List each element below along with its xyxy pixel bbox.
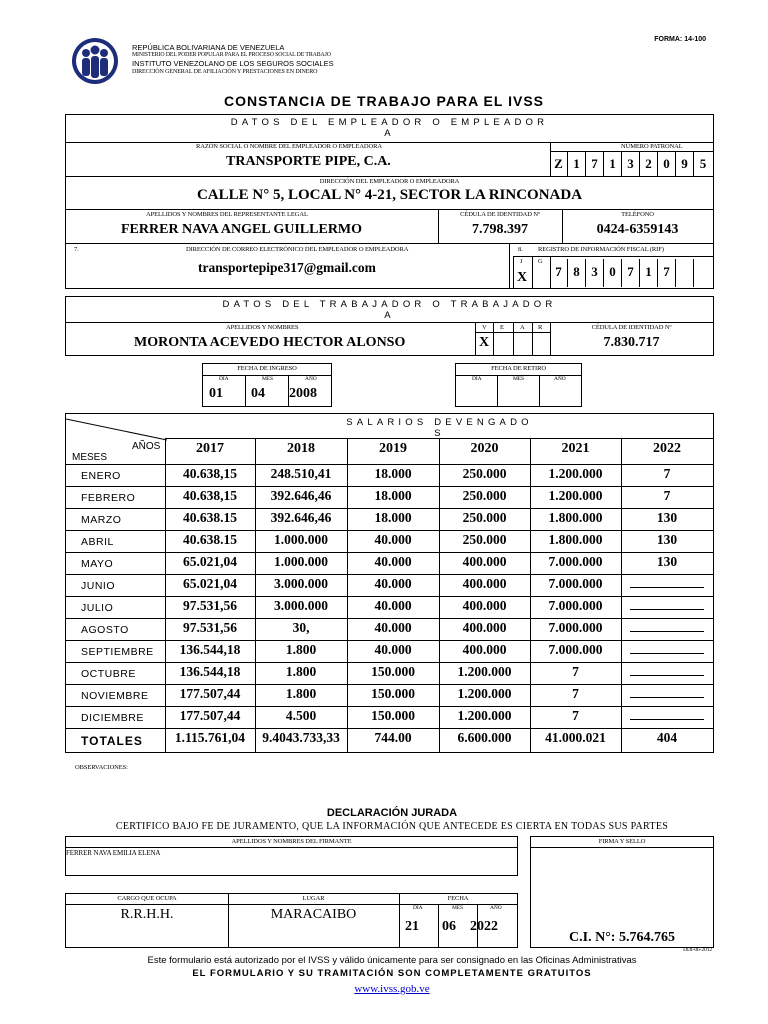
salary-cell: 40.638,15 <box>183 488 237 503</box>
year-header: 2021 <box>561 441 590 456</box>
salary-cell: 250.000 <box>462 466 507 481</box>
blank-line <box>630 642 704 654</box>
blank-line <box>630 576 704 588</box>
rif-digit: 7 <box>622 259 640 287</box>
blank-line <box>630 686 704 698</box>
salary-cell: 7.000.000 <box>548 620 603 635</box>
fecha-ingreso <box>202 363 332 407</box>
email-label: DIRECCIÓN DE CORREO ELECTRÓNICO DEL EMPLEADOR O EMPLEADORA <box>186 246 409 253</box>
header-block <box>132 43 334 76</box>
lugar-label: LUGAR <box>302 895 325 902</box>
salary-cell: 7.000.000 <box>548 554 603 569</box>
salary-cell: 40.000 <box>374 576 412 591</box>
total-cell: 9.4043.733,33 <box>262 730 340 745</box>
dia-label: DÍA <box>472 376 482 382</box>
salary-cell: 136.544,18 <box>179 664 241 679</box>
salary-cell: 4.500 <box>285 708 317 723</box>
salary-cell <box>621 664 713 680</box>
salary-cell: 40.638.15 <box>183 510 237 525</box>
worker-id-label: CÉDULA DE IDENTIDAD Nº <box>591 324 672 331</box>
salary-cell: 1.800 <box>285 642 317 657</box>
salary-cell: 97.531,56 <box>183 620 237 635</box>
worker-name-label: APELLIDOS Y NOMBRES <box>226 324 299 331</box>
year-header: 2019 <box>379 441 407 456</box>
salary-cell: 400.000 <box>462 554 507 569</box>
salary-cell <box>621 576 713 592</box>
total-cell: 41.000.021 <box>545 730 606 745</box>
worker-name: MORONTA ACEVEDO HECTOR ALONSO <box>134 335 406 350</box>
rif-num: 8. <box>518 246 523 253</box>
salary-cell: 1.800 <box>285 686 317 701</box>
rif-j: J <box>520 258 523 265</box>
lugar-value: MARACAIBO <box>270 907 357 922</box>
month-label: DICIEMBRE <box>81 712 144 724</box>
salary-cell: 130 <box>656 510 678 525</box>
salary-cell: 97.531,56 <box>183 598 237 613</box>
salary-cell <box>621 620 713 636</box>
mes-label: MES <box>452 905 464 911</box>
salary-cell: 65.021,04 <box>183 554 237 569</box>
patronal-digit: 1 <box>568 152 586 176</box>
rif-g: G <box>538 258 543 265</box>
total-cell: 744.00 <box>374 730 412 745</box>
rif-digit <box>676 259 694 287</box>
rif-digit: 1 <box>640 259 658 287</box>
year-header: 2018 <box>287 441 315 456</box>
nat-mark: X <box>479 335 490 350</box>
salary-cell: 400.000 <box>462 620 507 635</box>
month-label: ENERO <box>81 470 121 482</box>
firma-label: FIRMA Y SELLO <box>598 838 646 845</box>
employer-address: CALLE N° 5, LOCAL N° 4-21, SECTOR LA RINCONADA <box>196 187 583 203</box>
month-label: NOVIEMBRE <box>81 690 149 702</box>
salary-cell: 7 <box>572 664 579 679</box>
salary-cell: 150.000 <box>371 686 415 701</box>
salary-cell: 130 <box>656 532 678 547</box>
patronal-digit: 0 <box>658 152 676 176</box>
employer-name-label: RAZÓN SOCIAL O NOMBRE DEL EMPLEADOR O EMPLEADORA <box>196 143 382 150</box>
dia-label: DÍA <box>219 376 229 382</box>
fecha-ano: 2022 <box>470 919 498 934</box>
total-cell: 1.115.761,04 <box>174 730 246 745</box>
nat-e: E <box>500 324 504 331</box>
ano-label: AÑO <box>490 905 502 911</box>
footer-line-1: Este formulario está autorizado por el IVSS y válido únicamente para ser consignado en las Oficinas Administrativas <box>147 955 637 966</box>
rif-digit: 8 <box>568 259 586 287</box>
salary-cell: 7.000.000 <box>548 642 603 657</box>
salary-cell: 3.000.000 <box>274 576 328 591</box>
salary-cell: 7 <box>572 686 579 701</box>
header-line-4: DIRECCIÓN GENERAL DE AFILIACIÓN Y PRESTACIONES EN DINERO <box>132 69 318 75</box>
month-label: SEPTIEMBRE <box>81 646 154 658</box>
nat-a: A <box>520 324 525 331</box>
employer-section-title: DATOS DEL EMPLEADOR O EMPLEADOR A <box>230 117 549 139</box>
salary-cell: 7 <box>572 708 579 723</box>
patronal-digit: Z <box>550 152 568 176</box>
salary-cell: 1.000.000 <box>274 532 328 547</box>
patronal-digit: 5 <box>699 156 707 171</box>
blank-line <box>630 664 704 676</box>
salary-cell: 392.646,46 <box>270 510 332 525</box>
salary-cell: 40.000 <box>374 532 412 547</box>
nat-v: V <box>482 324 487 331</box>
anos-label: AÑOS <box>132 441 161 452</box>
salary-cell <box>621 598 713 614</box>
salary-cell: 150.000 <box>371 708 415 723</box>
firmante-box <box>65 836 518 876</box>
patronal-digit: 7 <box>586 152 604 176</box>
ivss-link[interactable]: www.ivss.gob.ve <box>354 983 430 995</box>
ano-label: AÑO <box>554 376 566 382</box>
patronal-label: NÚMERO PATRONAL <box>621 143 683 150</box>
meses-label: MESES <box>72 452 108 463</box>
email-num: 7. <box>74 246 79 253</box>
employer-name: TRANSPORTE PIPE, C.A. <box>226 154 391 169</box>
salary-cell: 3.000.000 <box>274 598 328 613</box>
blank-line <box>630 708 704 720</box>
ingreso-dia: 01 <box>209 386 223 401</box>
dia-label: DÍA <box>413 905 423 911</box>
rif-digit: 3 <box>586 259 604 287</box>
ano-label: AÑO <box>305 376 317 382</box>
header-line-2: MINISTERIO DEL PODER POPULAR PARA EL PROCESO SOCIAL DE TRABAJO <box>132 52 331 58</box>
page-title: CONSTANCIA DE TRABAJO PARA EL IVSS <box>224 93 544 109</box>
year-header: 2017 <box>196 441 224 456</box>
ivss-logo <box>70 36 120 86</box>
header-line-3: INSTITUTO VENEZOLANO DE LOS SEGUROS SOCIALES <box>132 59 334 68</box>
salary-cell <box>621 686 713 702</box>
fecha-ingreso-label: FECHA DE INGRESO <box>237 365 297 372</box>
month-label: MAYO <box>81 558 114 570</box>
patronal-number <box>550 152 713 176</box>
patronal-digit: 9 <box>676 152 694 176</box>
salary-cell: 1.200.000 <box>457 686 512 701</box>
cargo-label: CARGO QUE OCUPA <box>117 895 177 902</box>
ingreso-mes: 04 <box>251 386 265 401</box>
patronal-digit: 1 <box>604 152 622 176</box>
year-header: 2020 <box>470 441 499 456</box>
rep-label: APELLIDOS Y NOMBRES DEL REPRESENTANTE LEGAL <box>146 211 308 218</box>
salary-cell: 1.200.000 <box>548 488 603 503</box>
month-label: AGOSTO <box>81 624 129 636</box>
ingreso-ano: 2008 <box>289 386 317 401</box>
rep-id: 7.798.397 <box>472 222 528 237</box>
salary-cell: 40.000 <box>374 620 412 635</box>
rep-name: FERRER NAVA ANGEL GUILLERMO <box>121 222 363 237</box>
phone: 0424-6359143 <box>596 222 679 237</box>
salary-cell: 1.800 <box>285 664 317 679</box>
fecha-mes: 06 <box>442 919 456 934</box>
salary-cell <box>621 642 713 658</box>
footer-line-2: EL FORMULARIO Y SU TRAMITACIÓN SON COMPLETAMENTE GRATUITOS <box>192 968 592 979</box>
employer-email: transportepipe317@gmail.com <box>198 260 376 275</box>
form-code: FORMA: 14-100 <box>654 36 706 43</box>
total-cell: 404 <box>656 730 678 745</box>
firma-box <box>530 836 714 948</box>
salary-cell: 130 <box>656 554 678 569</box>
salary-cell: 18.000 <box>374 488 412 503</box>
month-label: JUNIO <box>81 580 115 592</box>
month-label: JULIO <box>81 602 114 614</box>
nat-r: R <box>538 324 543 331</box>
cargo-value: R.R.H.H. <box>120 907 174 922</box>
salary-cell: 1.800.000 <box>548 510 603 525</box>
rif-box <box>513 256 713 288</box>
salary-cell: 1.800.000 <box>548 532 603 547</box>
salary-cell: 40.638,15 <box>183 466 237 481</box>
salary-cell: 250.000 <box>462 488 507 503</box>
patronal-digit: 3 <box>622 152 640 176</box>
salary-cell: 392.646,46 <box>270 488 332 503</box>
rif-label: REGISTRO DE INFORMACIÓN FISCAL (RIF) <box>538 246 664 253</box>
blank-line <box>630 620 704 632</box>
salary-cell: 18.000 <box>374 466 412 481</box>
fecha-label: FECHA <box>447 895 469 902</box>
cargo-box <box>65 893 518 948</box>
month-label: ABRIL <box>81 536 114 548</box>
total-cell: 6.600.000 <box>457 730 512 745</box>
employer-section <box>65 114 714 289</box>
month-label: MARZO <box>81 514 122 526</box>
firmante-label: APELLIDOS Y NOMBRES DEL FIRMANTE <box>231 838 352 845</box>
salary-cell: 18.000 <box>374 510 412 525</box>
footer-code: DDI-06-2012 <box>683 947 712 953</box>
rif-digit: 0 <box>604 259 622 287</box>
salary-cell <box>621 708 713 724</box>
totals-label: TOTALES <box>81 734 143 748</box>
observaciones-label: OBSERVACIONES: <box>75 764 128 771</box>
worker-section-title: DATOS DEL TRABAJADOR O TRABAJADOR A <box>222 299 557 321</box>
salary-cell: 150.000 <box>371 664 415 679</box>
declaracion-text: CERTIFICO BAJO FE DE JURAMENTO, QUE LA INFORMACIÓN QUE ANTECEDE ES CIERTA EN TODAS SUS PARTES <box>115 821 669 832</box>
worker-id: 7.830.717 <box>603 335 660 350</box>
declaracion-title: DECLARACIÓN JURADA <box>326 807 458 819</box>
salary-cell: 7.000.000 <box>548 576 603 591</box>
rif-digit: 7 <box>658 259 676 287</box>
salary-cell: 1.000.000 <box>274 554 328 569</box>
mes-label: MES <box>513 376 525 382</box>
rif-mark: X <box>517 270 528 285</box>
rif-digit: 7 <box>550 259 568 287</box>
salary-cell: 40.638.15 <box>183 532 237 547</box>
salary-cell: 1.200.000 <box>548 466 603 481</box>
salary-cell: 177.507,44 <box>179 686 241 701</box>
salary-cell: 1.200.000 <box>457 708 512 723</box>
fecha-retiro <box>455 363 582 407</box>
salary-cell: 40.000 <box>374 598 412 613</box>
patronal-digit: 2 <box>640 152 658 176</box>
salary-cell: 1.200.000 <box>457 664 512 679</box>
month-label: OCTUBRE <box>81 668 136 680</box>
header-line-1: REPÚBLICA BOLIVARIANA DE VENEZUELA <box>132 43 285 52</box>
month-label: FEBRERO <box>81 492 136 504</box>
blank-line <box>630 598 704 610</box>
salary-cell: 248.510,41 <box>270 466 332 481</box>
salary-cell: 250.000 <box>462 532 507 547</box>
fecha-retiro-label: FECHA DE RETIRO <box>491 365 546 372</box>
salary-cell: 7 <box>663 466 671 481</box>
salary-cell: 30, <box>292 620 310 635</box>
year-header: 2022 <box>653 441 681 456</box>
salarios-title: SALARIOS DEVENGADO S <box>346 417 533 439</box>
salary-cell: 136.544,18 <box>179 642 241 657</box>
salary-cell: 250.000 <box>462 510 507 525</box>
rep-id-label: CÉDULA DE IDENTIDAD Nº <box>460 211 540 218</box>
fecha-dia: 21 <box>405 919 419 934</box>
salary-cell: 400.000 <box>462 598 507 613</box>
phone-label: TELÉFONO <box>621 211 654 218</box>
salary-cell: 40.000 <box>374 642 412 657</box>
firma-ci: C.I. N°: 5.764.765 <box>569 930 675 945</box>
worker-section <box>65 296 714 356</box>
salary-cell: 7 <box>663 488 671 503</box>
salary-cell: 400.000 <box>462 576 507 591</box>
firmante-name: FERRER NAVA EMILIA ELENA <box>66 849 161 857</box>
mes-label: MES <box>262 376 274 382</box>
salary-cell: 7.000.000 <box>548 598 603 613</box>
salary-cell: 65.021,04 <box>183 576 237 591</box>
salary-cell: 177.507,44 <box>179 708 241 723</box>
salary-cell: 400.000 <box>462 642 507 657</box>
address-label: DIRECCIÓN DEL EMPLEADOR O EMPLEADORA <box>319 178 460 185</box>
salary-cell: 40.000 <box>374 554 412 569</box>
